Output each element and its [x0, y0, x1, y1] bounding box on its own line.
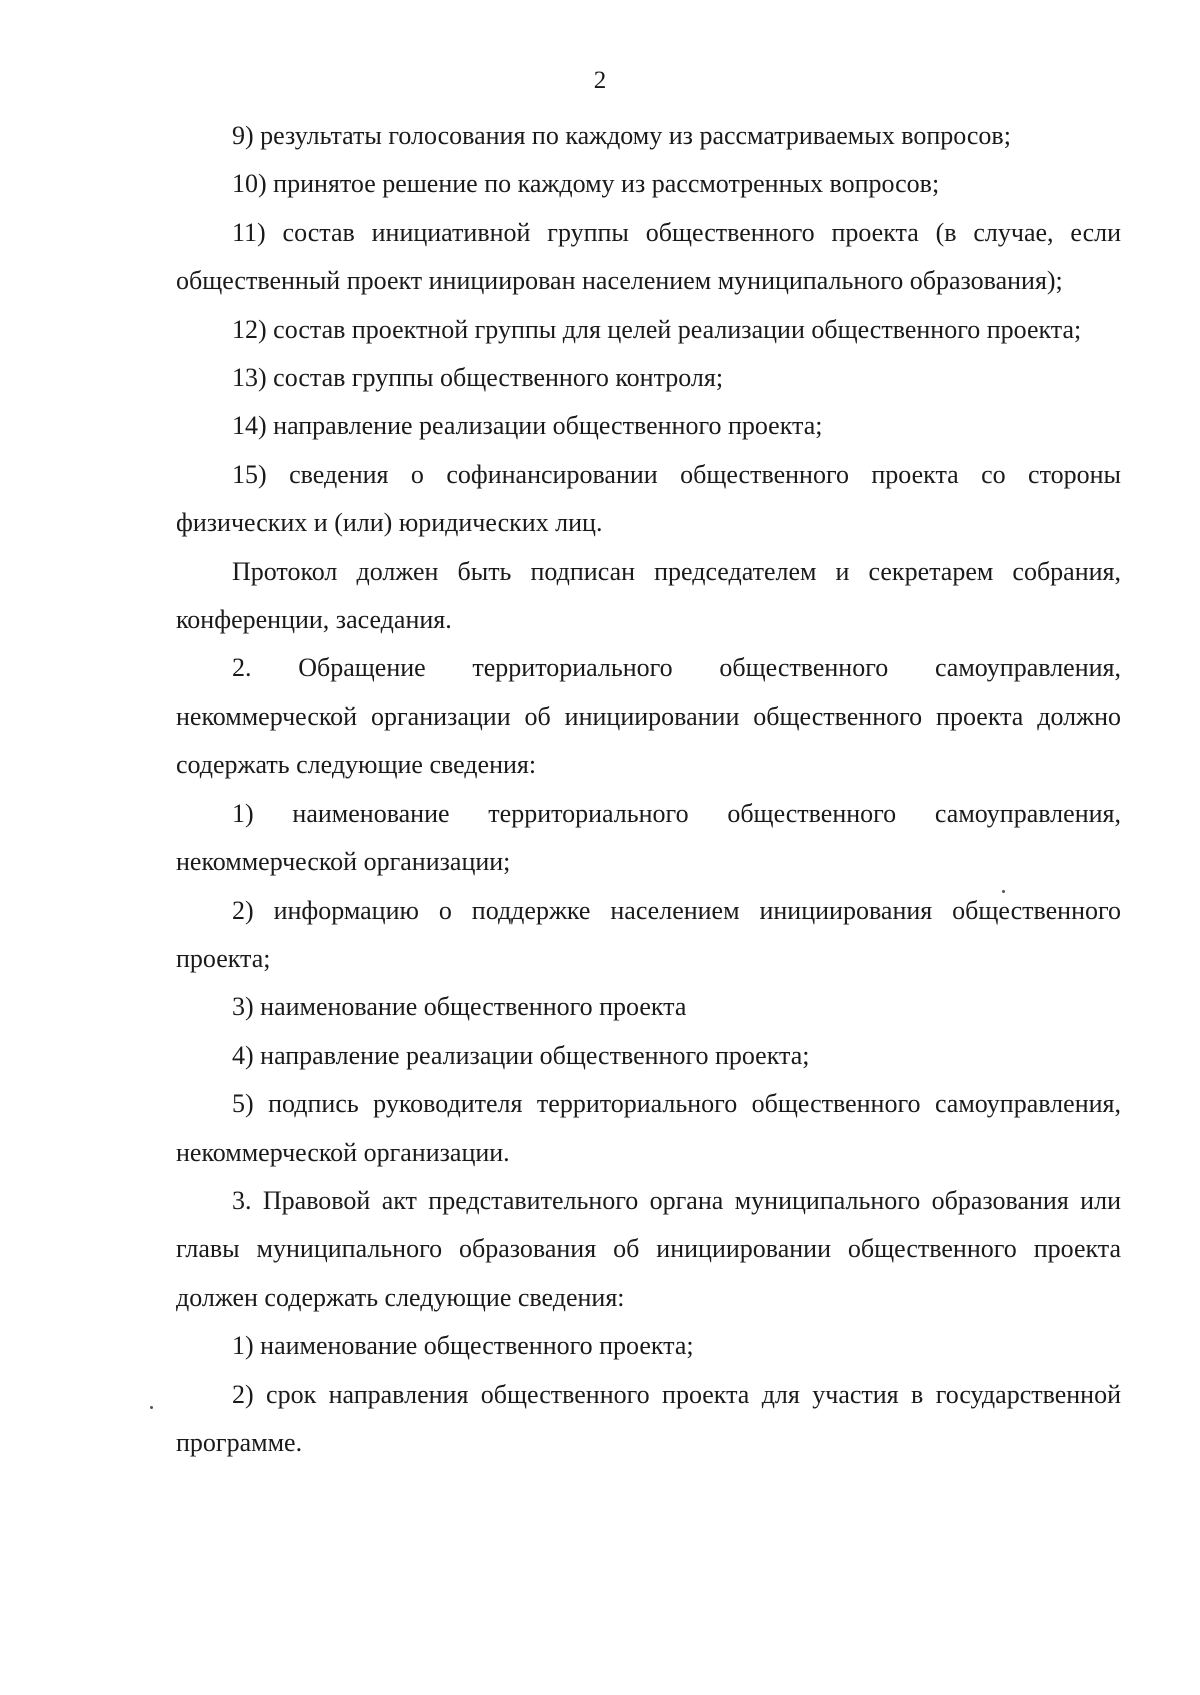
list-item: 1) наименование общественного проекта;	[232, 1331, 694, 1361]
list-item: 14) направление реализации общественного проекта;	[232, 411, 823, 441]
scan-speck	[1002, 890, 1005, 893]
page-number: 2	[593, 67, 607, 94]
list-item: 15) сведения о софинансировании общественного проекта со стороны физических и (или) юридических лиц.	[176, 459, 1121, 538]
list-item: 3) наименование общественного проекта	[232, 992, 687, 1022]
list-item: 2) информацию о поддержке населением инициирования общественного проекта;	[176, 895, 1121, 973]
document-body	[176, 112, 1121, 1467]
protocol-paragraph: Протокол должен быть подписан председателем и секретарем собрания, конференции, заседания.	[176, 556, 1121, 635]
list-item: 1) наименование территориального общественного самоуправления, некоммерческой организации;	[176, 798, 1121, 877]
scan-speck	[150, 1406, 153, 1409]
list-item: 13) состав группы общественного контроля;	[232, 363, 724, 393]
section-2-paragraph: 2. Обращение территориального общественного самоуправления, некоммерческой организации об инициировании общественного проекта должно содержать следующие сведения:	[176, 653, 1121, 780]
list-item: 2) срок направления общественного проекта для участия в государственной программе.	[176, 1379, 1121, 1457]
list-item: 4) направление реализации общественного проекта;	[232, 1040, 810, 1070]
list-item: 10) принятое решение по каждому из рассмотренных вопросов;	[232, 169, 940, 199]
list-item: 5) подпись руководителя территориального общественного самоуправления, некоммерческой организации.	[176, 1089, 1121, 1167]
list-item: 11) состав инициативной группы общественного проекта (в случае, если общественный проект инициирован населением муниципального образования);	[176, 217, 1121, 296]
list-item: 12) состав проектной группы для целей реализации общественного проекта;	[232, 314, 1082, 344]
section-3-paragraph: 3. Правовой акт представительного органа муниципального образования или главы муниципального образования об инициировании общественного проекта должен содержать следующие сведения:	[176, 1185, 1121, 1312]
list-item: 9) результаты голосования по каждому из рассматриваемых вопросов;	[232, 121, 1011, 150]
